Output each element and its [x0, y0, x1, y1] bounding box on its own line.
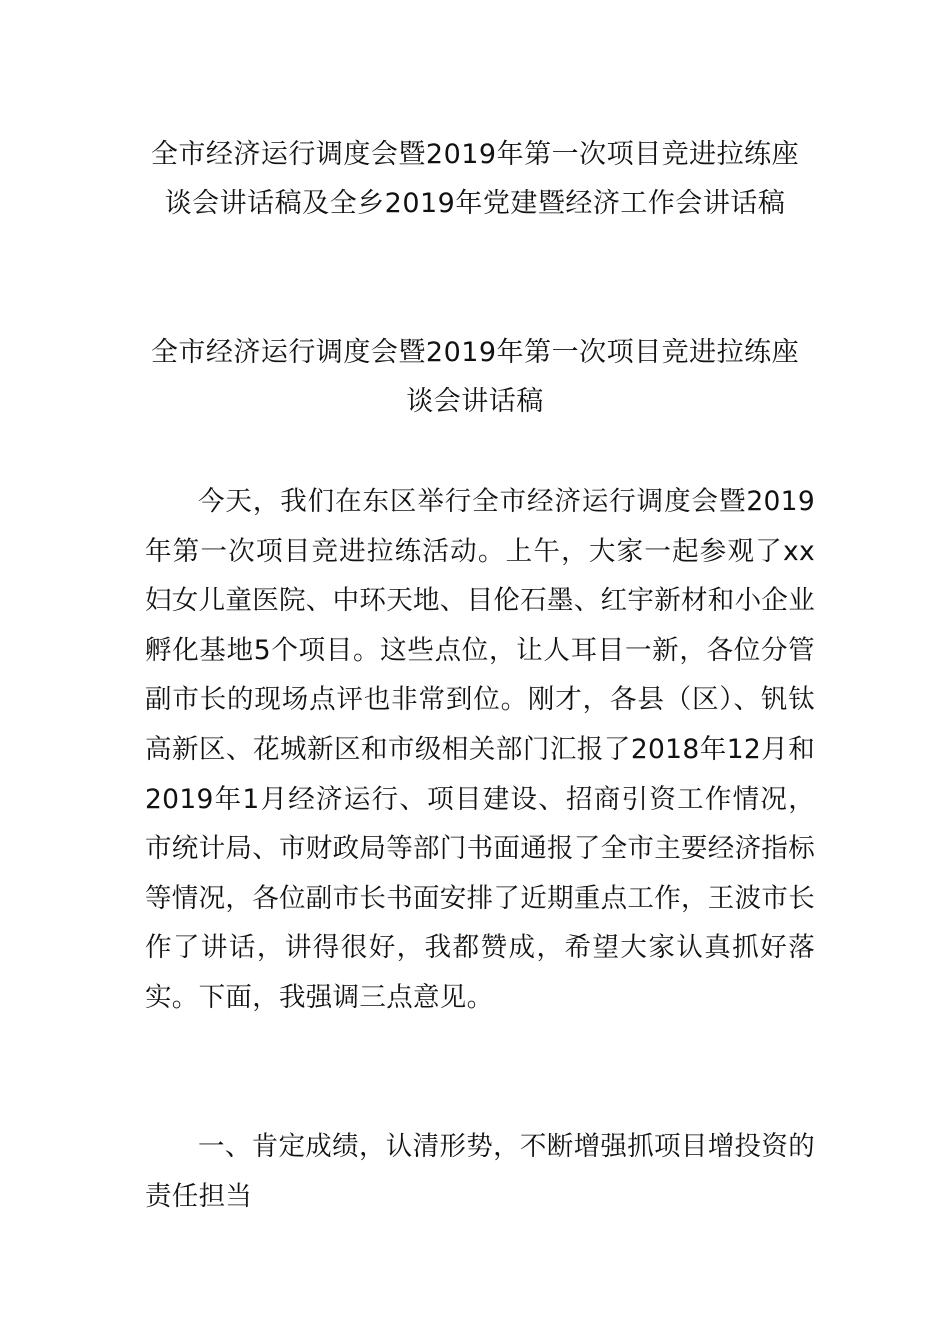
- section-heading: 一、肯定成绩，认清形势，不断增强抓项目增投资的责任担当: [145, 1131, 815, 1212]
- document-title: 全市经济运行调度会暨2019年第一次项目竞进拉练座谈会讲话稿及全乡2019年党建暨经济工作会讲话稿: [150, 139, 800, 219]
- document-subtitle: 全市经济运行调度会暨2019年第一次项目竞进拉练座谈会讲话稿: [150, 337, 800, 417]
- body-paragraph: 今天，我们在东区举行全市经济运行调度会暨2019年第一次项目竞进拉练活动。上午，大家一起参观了xx妇女儿童医院、中环天地、目伦石墨、红宇新材和小企业孵化基地5个项目。这些点位，让人耳目一新，各位分管副市长的现场点评也非常到位。刚才，各县（区）、钒钛高新区、花城新区和市级相关部门汇报了2018年12月和2019年1月经济运行、项目建设、招商引资工作情况，市统计局、市财政局等部门书面通报了全市主要经济指标等情况，各位副市长书面安排了近期重点工作，王波市长作了讲话，讲得很好，我都赞成，希望大家认真抓好落实。下面，我强调三点意见。: [145, 486, 815, 1013]
